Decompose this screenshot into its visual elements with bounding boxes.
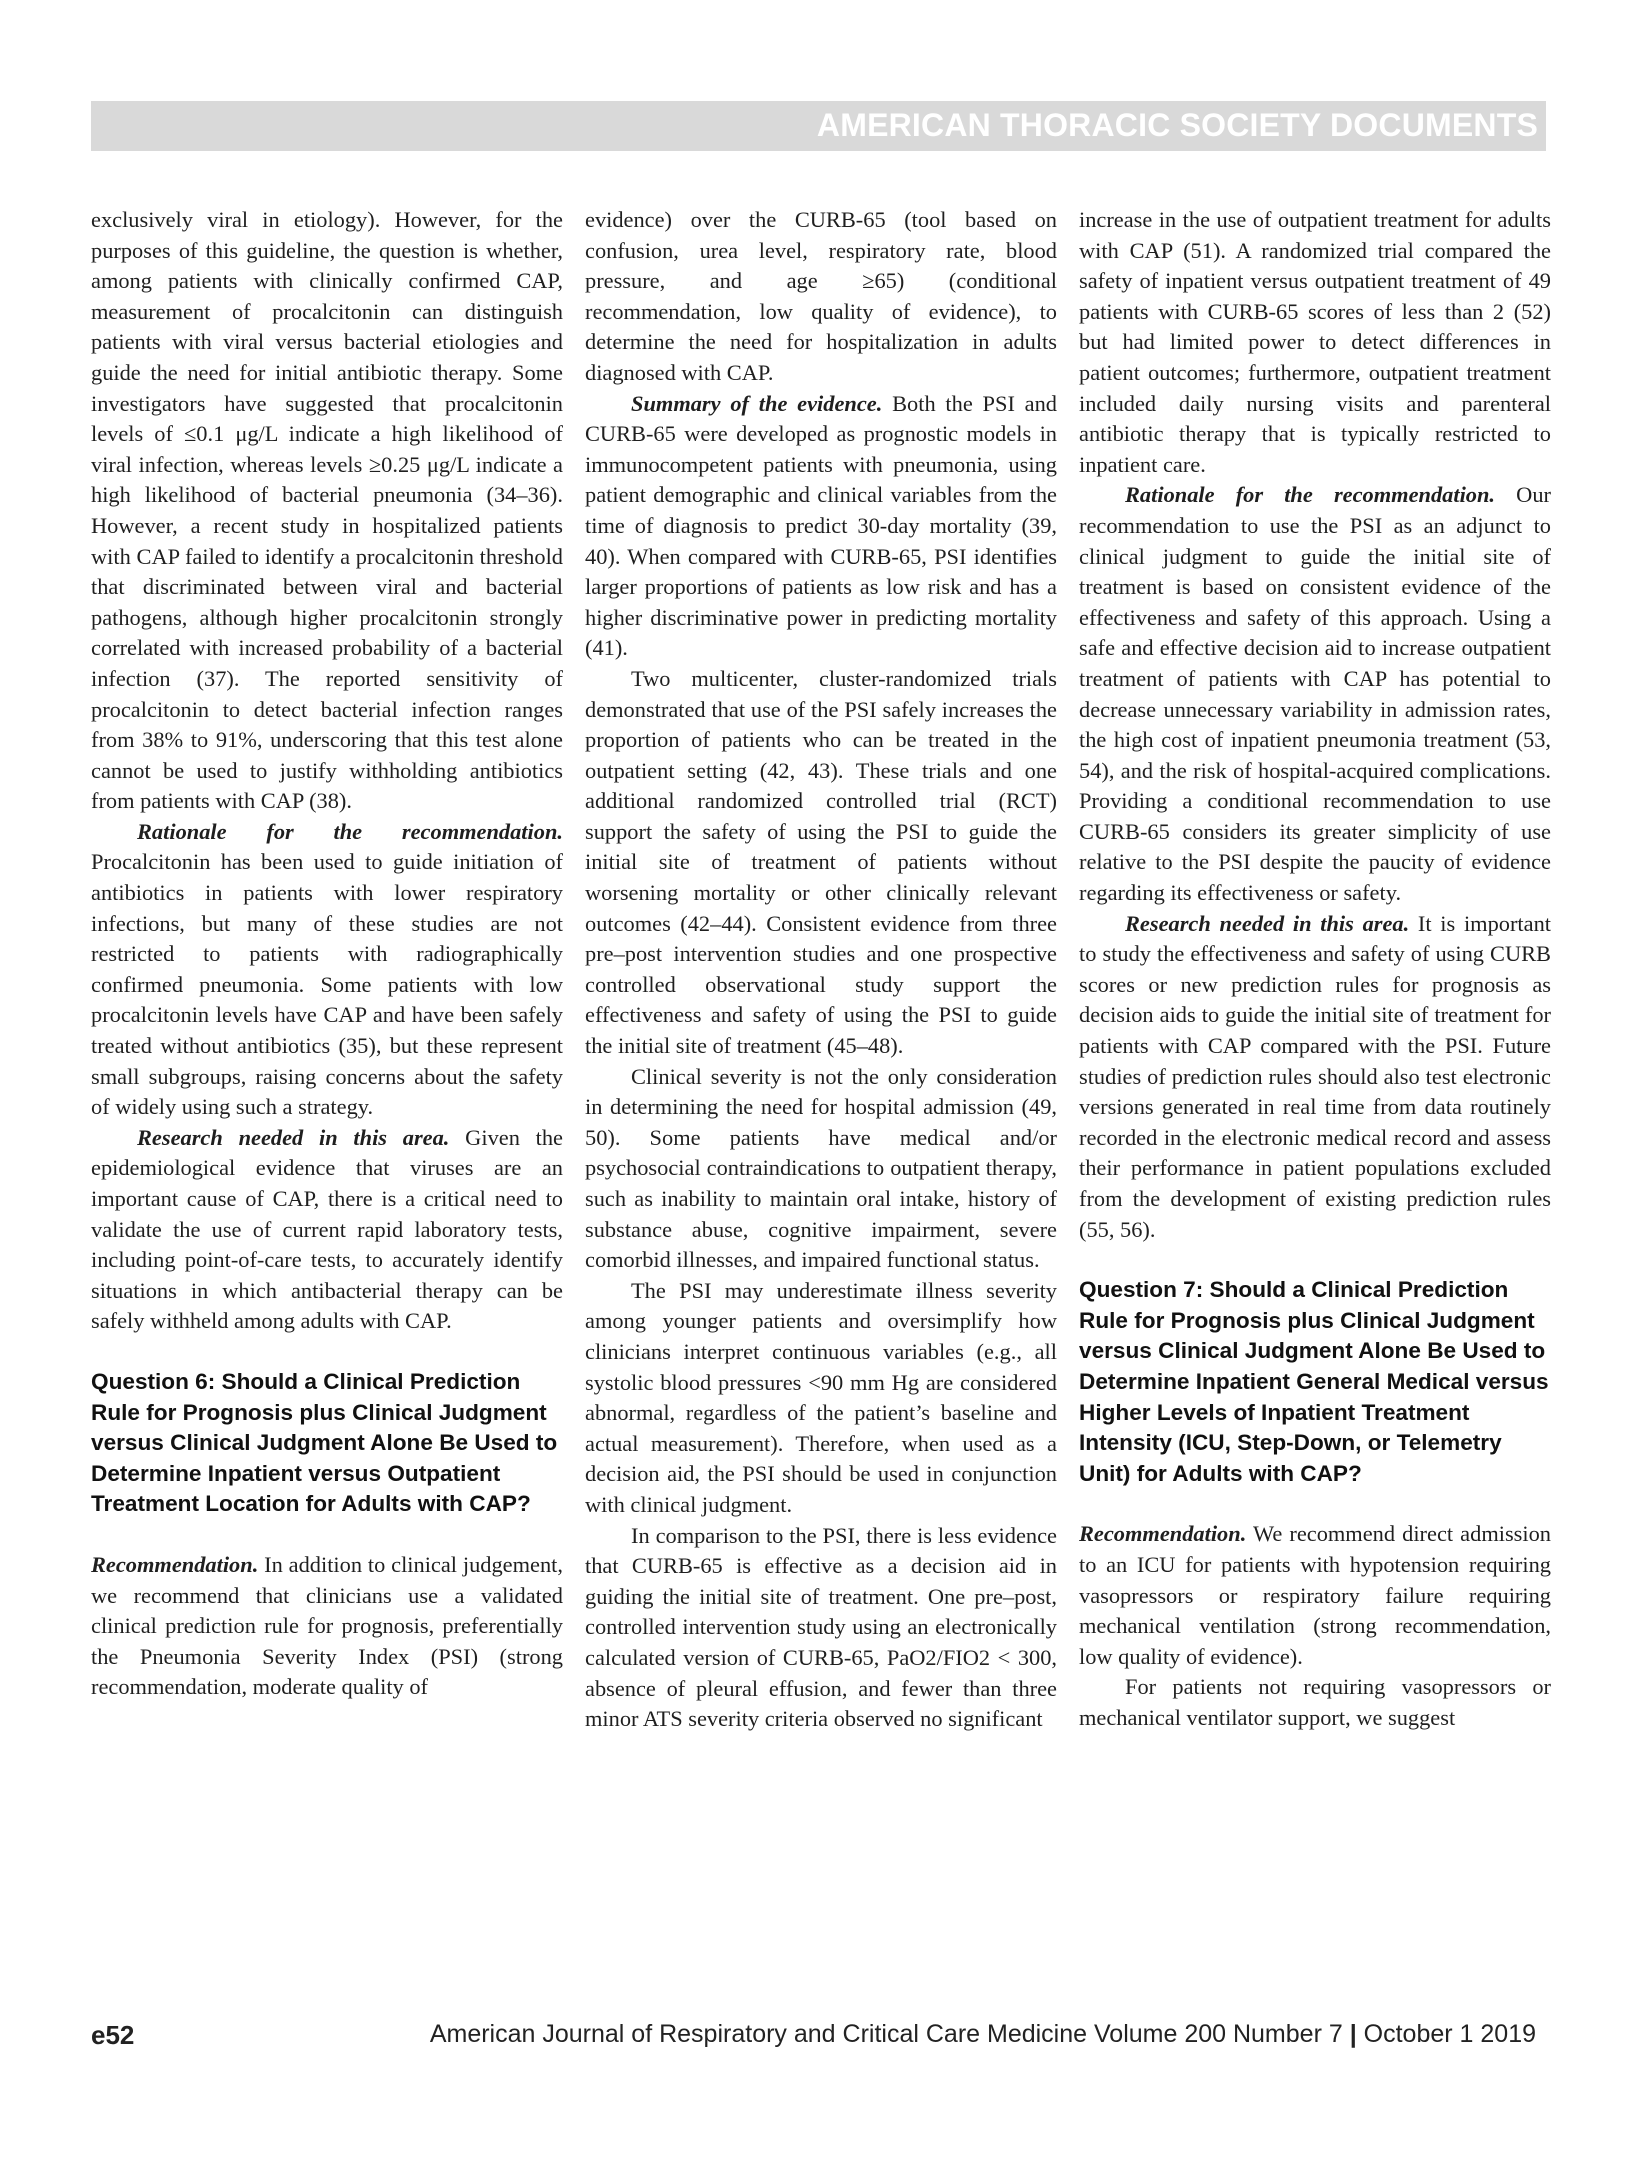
issue-date: October 1 2019 [1363,2020,1536,2048]
column-1 [91,205,563,1703]
paragraph-text: Both the PSI and CURB-65 were developed as prognostic models in immunocompetent patients with pneumonia, using patient demographic and clinical variables from the time of diagnosis to predict 30-day mortality (39, 40). When compared with CURB-65, PSI identifies larger proportions of patients as low risk and has a higher discriminative power in predicting mortality (41). [585,390,1057,661]
run-in-heading: Recommendation. [1079,1521,1247,1547]
paragraph-text: Procalcitonin has been used to guide initiation of antibiotics in patients with lower respiratory infections, but many of these studies are not restricted to patients with radiographically confirmed pneumonia. Some patients with low procalcitonin levels have CAP and have been safely treated without antibiotics (35), but these represent small subgroups, raising concerns about the safety of widely using such a strategy. [91,849,563,1120]
column-2 [585,205,1057,1735]
run-in-heading: Research needed in this area. [137,1124,450,1150]
paragraph-text: Given the epidemiological evidence that viruses are an important cause of CAP, there is a critical need to validate the use of current rapid laboratory tests, including point-of-care tests, to accurately identify situations in which antibacterial therapy can be safely withheld among adults with CAP. [91,1124,563,1334]
run-in-heading: Rationale for the recommendation. [1125,482,1496,508]
paragraph: Two multicenter, cluster-randomized trials demonstrated that use of the PSI safely increases the proportion of patients who can be treated in the outpatient setting (42, 43). These trials and one additional randomized controlled trial (RCT) support the safety of using the PSI to guide the initial site of treatment of patients without worsening mortality or other clinically relevant outcomes (42–44). Consistent evidence from three pre–post intervention studies and one prospective controlled observational study support the effectiveness and safety of using the PSI to guide the initial site of treatment (45–48). [585,665,1057,1059]
banner-title: AMERICAN THORACIC SOCIETY DOCUMENTS [816,107,1538,143]
paragraph: In comparison to the PSI, there is less evidence that CURB-65 is effective as a decision aid in guiding the initial site of treatment. One pre–post, controlled intervention study using an electronically calculated version of CURB-65, PaO2/FIO2 < 300, absence of pleural effusion, and fewer than three minor ATS severity criteria observed no significant [585,1522,1057,1732]
journal-title: American Journal of Respiratory and Critical Care Medicine Volume 200 Number 7 [429,2020,1343,2048]
section-banner [91,101,1546,151]
run-in-heading: Recommendation. [91,1551,259,1577]
paragraph: exclusively viral in etiology). However, for the purposes of this guideline, the question is whether, among patients with clinically confirmed CAP, measurement of procalcitonin can distinguish patients with viral versus bacterial etiologies and guide the need for initial antibiotic therapy. Some investigators have suggested that procalcitonin levels of ≤0.1 μg/L indicate a high likelihood of viral infection, whereas levels ≥0.25 μg/L indicate a high likelihood of bacterial pneumonia (34–36). However, a recent study in hospitalized patients with CAP failed to identify a procalcitonin threshold that discriminated between viral and bacterial pathogens, although higher procalcitonin strongly correlated with increased probability of a bacterial infection (37). The reported sensitivity of procalcitonin to detect bacterial infection ranges from 38% to 91%, underscoring that this test alone cannot be used to justify withholding antibiotics from patients with CAP (38). [91,207,563,814]
question-6-heading: Question 6: Should a Clinical Prediction Rule for Prognosis plus Clinical Judgment versus Clinical Judgment Alone Be Used to Determine Inpatient versus Outpatient Treatment Location for Adults with CAP? [91,1368,558,1517]
paragraph: increase in the use of outpatient treatment for adults with CAP (51). A randomized trial compared the safety of inpatient versus outpatient treatment of 49 patients with CURB-65 scores of less than 2 (52) but had limited power to detect differences in patient outcomes; furthermore, outpatient treatment included daily nursing visits and parenteral antibiotic therapy that is typically restricted to inpatient care. [1079,207,1551,477]
journal-citation [430,2020,1536,2049]
paragraph [91,1550,563,1703]
separator: | [1349,2020,1357,2048]
run-in-heading: Summary of the evidence. [631,390,883,416]
run-in-heading: Research needed in this area. [1125,910,1410,936]
paragraph [585,389,1057,664]
paragraph: evidence) over the CURB-65 (tool based on confusion, urea level, respiratory rate, blood pressure, and age ≥65) (conditional recommendation, low quality of evidence), to determine the need for hospitalization in adults diagnosed with CAP. [585,207,1057,385]
paragraph-text: It is important to study the effectiveness and safety of using CURB scores or new prediction rules for prognosis as decision aids to guide the initial site of treatment for patients with CAP compared with the PSI. Future studies of prediction rules should also test electronic versions generated in real time from data routinely recorded in the electronic medical record and assess their performance in patient populations excluded from the development of existing prediction rules (55, 56). [1079,910,1551,1242]
paragraph [91,817,563,1123]
paragraph [1079,909,1551,1246]
paragraph-text: We recommend direct admission to an ICU for patients with hypotension requiring vasopressors or respiratory failure requiring mechanical ventilation (strong recommendation, low quality of evidence). [1079,1521,1551,1669]
column-3 [1079,205,1551,1734]
paragraph [1079,480,1551,908]
run-in-heading: Rationale for the recommendation. [137,818,563,844]
question-7-heading: Question 7: Should a Clinical Prediction Rule for Prognosis plus Clinical Judgment versus Clinical Judgment Alone Be Used to Determine Inpatient General Medical versus Higher Levels of Inpatient Treatment Intensity (ICU, Step-Down, or Telemetry Unit) for Adults with CAP? [1079,1277,1549,1486]
paragraph-text: In addition to clinical judgement, we recommend that clinicians use a validated clinical prediction rule for prognosis, preferentially the Pneumonia Severity Index (PSI) (strong recommendation, moderate quality of [91,1551,563,1700]
paragraph [1079,1519,1551,1672]
paragraph-text: Our recommendation to use the PSI as an adjunct to clinical judgment to guide the initial site of treatment is based on consistent evidence of the effectiveness and safety of this approach. Using a safe and effective decision aid to increase outpatient treatment of patients with CAP has potential to decrease unnecessary variability in admission rates, the high cost of inpatient pneumonia treatment (53, 54), and the risk of hospital-acquired complications. Providing a conditional recommendation to use CURB-65 considers its greater simplicity of use relative to the PSI despite the paucity of evidence regarding its effectiveness or safety. [1079,482,1552,906]
paragraph: The PSI may underestimate illness severity among younger patients and oversimplify how clinicians interpret continuous variables (e.g., all systolic blood pressures <90 mm Hg are considered abnormal, regardless of the patient’s baseline and actual measurement). Therefore, when used as a decision aid, the PSI should be used in conjunction with clinical judgment. [585,1277,1057,1517]
paragraph: For patients not requiring vasopressors or mechanical ventilator support, we suggest [1079,1674,1551,1730]
paragraph: Clinical severity is not the only consideration in determining the need for hospital admission (49, 50). Some patients have medical and/or psychosocial contraindications to outpatient therapy, such as inability to maintain oral intake, history of substance abuse, cognitive impairment, severe comorbid illnesses, and impaired functional status. [585,1063,1057,1273]
paragraph [91,1123,563,1337]
page-number: e52 [91,2020,135,2050]
